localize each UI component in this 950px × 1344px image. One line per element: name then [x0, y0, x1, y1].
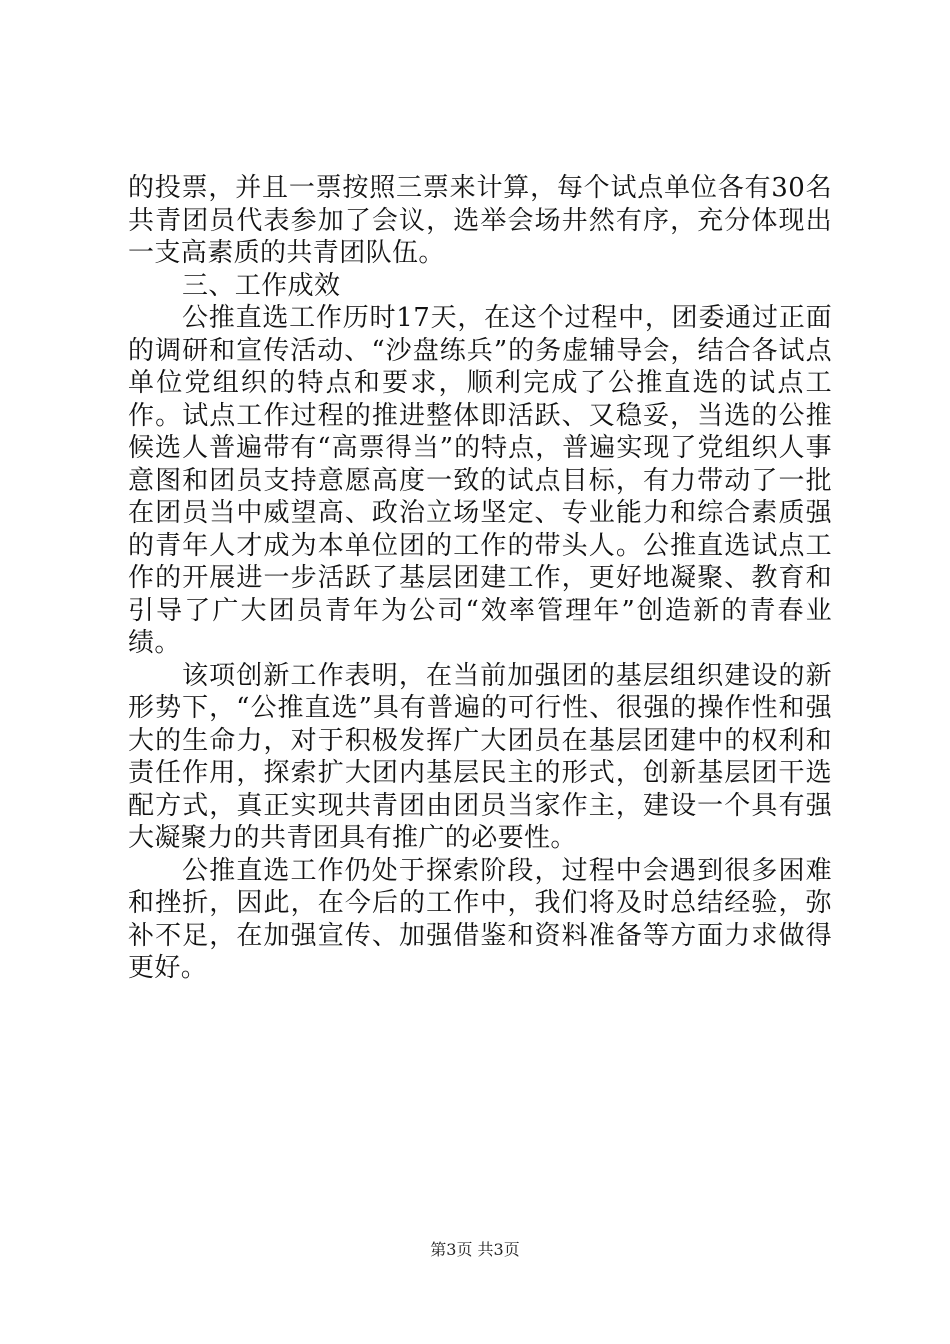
paragraph-significance: 该项创新工作表明，在当前加强团的基层组织建设的新形势下，“公推直选”具有普遍的可行性、很强的操作性和强大的生命力，对于积极发挥广大团员在基层团建中的权利和责任作用，探索扩大团内基层民主的形式，创新基层团干选配方式，真正实现共青团由团员当家作主，建设一个具有强大凝聚力的共青团具有推广的必要性。: [128, 660, 832, 853]
page-number-footer: 第3页 共3页: [430, 1240, 520, 1259]
section-heading: 三、工作成效: [182, 270, 341, 301]
document-body: [128, 172, 832, 985]
paragraph-continuation: 的投票，并且一票按照三票来计算，每个试点单位各有30名共青团员代表参加了会议，选举会场井然有序，充分体现出一支高素质的共青团队伍。: [128, 173, 832, 268]
paragraph-results: 公推直选工作历时17天，在这个过程中，团委通过正面的调研和宣传活动、“沙盘练兵”的务虚辅导会，结合各试点单位党组织的特点和要求，顺利完成了公推直选的试点工作。试点工作过程的推进整体即活跃、又稳妥，当选的公推候选人普遍带有“高票得当”的特点，普遍实现了党组织人事意图和团员支持意愿高度一致的试点目标，有力带动了一批在团员当中威望高、政治立场坚定、专业能力和综合素质强的青年人才成为本单位团的工作的带头人。公推直选试点工作的开展进一步活跃了基层团建工作，更好地凝聚、教育和引导了广大团员青年为公司“效率管理年”创造新的青春业绩。: [128, 303, 832, 658]
paragraph-outlook: 公推直选工作仍处于探索阶段，过程中会遇到很多困难和挫折，因此，在今后的工作中，我们将及时总结经验，弥补不足，在加强宣传、加强借鉴和资料准备等方面力求做得更好。: [128, 855, 832, 983]
